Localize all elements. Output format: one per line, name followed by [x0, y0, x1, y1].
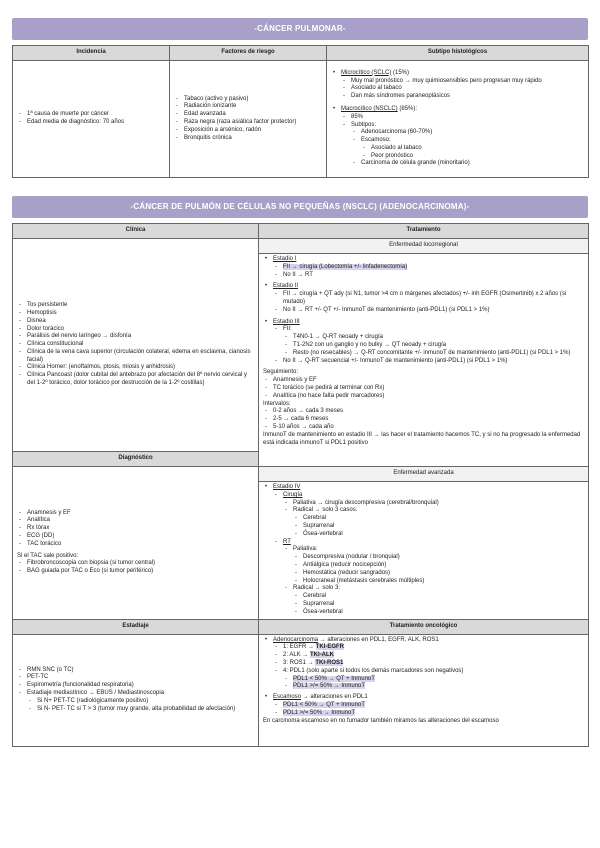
list-item-rt-paliativa [293, 546, 584, 585]
list-item: - Parálisis del nervio laríngeo → disfonía [27, 333, 254, 341]
list-item: - ECG (DD) [27, 533, 254, 541]
escamoso-label: Escamoso: [361, 137, 391, 144]
list-item: - 0-2 años → cada 3 meses [273, 408, 584, 416]
list-item-rt-radical [293, 585, 584, 616]
list-item: - Ósea-vertebral [303, 531, 584, 539]
list-item: - 5-10 años → cada año [273, 424, 584, 432]
rt-paliativa-label: Paliativa: [293, 546, 318, 553]
list-item: - Dan más síndromes paraneoplásicos [351, 93, 584, 101]
escamoso-item: PDL1 < 50% → QT + InmunoT [283, 701, 365, 708]
list-item: - Si N+ PET-TC (radiológicamente positivo) [37, 698, 254, 706]
list-item: - Clínica Horner: (enoftalmos, ptosis, miosis y anhidrosis) [27, 364, 254, 372]
list-item: - Cerebral [303, 515, 584, 523]
list-item: - Disnea [27, 318, 254, 326]
escamoso-title: Escamoso [273, 694, 302, 701]
seguimiento-title: Seguimiento: [263, 369, 299, 376]
nota-inmunot: InmunoT de mantenimiento en estadio III → las hacer el tratamiento hacemos TC, y si no ha progresado la enfermedad está indicada inmunoT si PDL1 positivo [263, 431, 581, 446]
adeno-item-hl: TKI-EGFR [315, 644, 345, 651]
adeno-item-pre: 1: EGFR → [283, 644, 316, 651]
table-cancer-pulmonar [12, 45, 589, 178]
escamoso-item: PDL1 >/= 50% → InmunoT [283, 709, 356, 716]
list-item: - Clínica constitucional [27, 341, 254, 349]
header-tratamiento: Tratamiento [259, 224, 589, 239]
list-item: - Asociado al tabaco [351, 85, 584, 93]
nsclc-title: Macrocítico (NSCLC) [341, 105, 398, 112]
estadio2-title: Estadio II [273, 283, 299, 290]
list-item: - Carcinoma de célula grande (minoritario) [361, 160, 584, 168]
list-item: - Analítica [27, 517, 254, 525]
list-item-radical [293, 507, 584, 538]
header-estadiaje: Estadiaje [13, 619, 259, 634]
list-item: - RMN SNC (o TC) [27, 667, 254, 675]
list-item: - Adenocarcinoma (60-70%) [361, 129, 584, 137]
list-item [283, 652, 584, 660]
estadio3-title: Estadio III [273, 318, 300, 325]
list-item-estadiaje-mediastinico [27, 690, 254, 713]
sclc-pct: (15%) [391, 69, 410, 76]
list-item: - Dolor torácico [27, 326, 254, 334]
cell-factores [170, 61, 327, 178]
list-item: - Edad avanzada [184, 111, 322, 119]
header-oncologico: Tratamiento oncológico [259, 619, 589, 634]
sclc-title: Microcítico (SCLC) [341, 69, 392, 76]
rt-label: RT [283, 538, 291, 545]
list-item: - Radiación ionizante [184, 103, 322, 111]
list-item: - Muy mal pronóstico → muy quimiosensibles pero progresan muy rápido [351, 78, 584, 86]
list-item: - Suprarrenal [303, 601, 584, 609]
list-item-cirugia [283, 492, 584, 539]
list-item: - Suprarrenal [303, 523, 584, 531]
list-item: - Clínica de la vena cava superior (circulación colateral, edema en esclavina, cianosis facial) [27, 349, 254, 365]
list-item: - TC torácico (se pedirá al terminar con Rx) [273, 385, 584, 393]
list-item: - T1-2N2 con un ganglio y no bulky → QT neoady + cirugía [293, 342, 584, 350]
list-item [283, 644, 584, 652]
cell-avanzada [259, 482, 589, 620]
list-item [283, 710, 584, 718]
subtypes-label: Subtipos: [351, 121, 377, 128]
list-item: - PET-TC [27, 674, 254, 682]
fii-label: FII: [283, 326, 292, 333]
estadio4-title: Estadio IV [273, 484, 301, 490]
banner-nsclc: -CÁNCER DE PULMÓN DE CÉLULAS NO PEQUEÑAS (NSCLC) (ADENOCARCINOMA)- [12, 196, 588, 218]
list-item: - 1ª causa de muerte por cáncer [27, 111, 165, 119]
list-item: - BAG guiada por TAC o Eco (si tumor periférico) [27, 568, 254, 576]
intervalos-title: Intervalos: [263, 400, 291, 407]
list-item: - 2-5 → cada 6 meses [273, 416, 584, 424]
radical-label: Radical → solo 3 casos: [293, 507, 358, 514]
header-locorregional: Enfermedad locorregional [259, 239, 589, 254]
adeno-item-hl: TKI-ROS1 [315, 659, 344, 666]
list-item: - FII → cirugía + QT ady (si N1, tumor >4 cm o márgenes afectados) +/- inh EGFR (Osimertinib) x 2 años (si mutado) [283, 291, 584, 307]
list-item: - Clínica Pancoast (dolor cubital del antebrazo por afectación del 8º nervio cervical y del 1-2º torácico, dolor torácico por destrucción de la 1-2º costillas) [27, 372, 254, 388]
list-item-subtipos [351, 122, 584, 169]
list-item: - Ósea-vertebral [303, 609, 584, 617]
adeno-rest: → alteraciones en PDL1, EGFR, ALK, ROS1 [318, 636, 439, 643]
rt-radical-label: Radical → solo 3: [293, 585, 341, 592]
list-item: - Cerebral [303, 593, 584, 601]
list-item [283, 264, 584, 272]
list-item: - Rx tórax [27, 525, 254, 533]
estadio1-item: FII → cirugía (Lobectomía +/- linfadenectomía) [283, 263, 408, 270]
list-item: - Fibrobroncoscopia con biopsia (si tumor central) [27, 560, 254, 568]
header-incidencia: Incidencia [13, 46, 170, 61]
list-item: - Descompresiva (nodular / bronquial) [303, 554, 584, 562]
list-item-estadio2 [273, 283, 584, 314]
banner-cancer-pulmonar: -CÁNCER PULMONAR- [12, 18, 588, 40]
cell-diagnostico [13, 467, 259, 620]
list-item-rt [283, 539, 584, 617]
cell-estadiaje [13, 634, 259, 746]
cell-oncologico [259, 634, 589, 746]
list-item-sclc [341, 70, 584, 101]
list-item: - Antiálgica (reducir nocicepción) [303, 562, 584, 570]
header-diagnostico: Diagnóstico [13, 452, 259, 467]
list-item-fii [283, 326, 584, 357]
list-item: - Edad media de diagnóstico: 70 años [27, 119, 165, 127]
header-avanzada: Enfermedad avanzada [259, 467, 589, 482]
nsclc-pct: (85%): [397, 105, 418, 112]
cirugia-label: Cirugía [283, 491, 303, 498]
list-item: - TAC torácico [27, 541, 254, 549]
list-item: - Espirometría (funcionalidad respiratoria) [27, 682, 254, 690]
list-item-estadio4 [273, 484, 584, 617]
cell-subtipos [327, 61, 589, 178]
pdl1-item: PDL1 >/= 50% → InmunoT [293, 683, 366, 690]
header-clinica: Clínica [13, 224, 259, 239]
list-item: - Si N- PET- TC si T > 3 (tumor muy grande, alta probabilidad de afectación) [37, 706, 254, 714]
list-item: - Raza negra (raza asiática factor protector) [184, 119, 322, 127]
list-item: - Analítica (no hace falta pedir marcadores) [273, 393, 584, 401]
cell-incidencia [13, 61, 170, 178]
list-item: - Tos persistente [27, 302, 254, 310]
list-item: - Exposición a arsénico, radón [184, 127, 322, 135]
list-item: - Tabaco (activo y pasivo) [184, 96, 322, 104]
header-subtipos: Subtipo histológicos [327, 46, 589, 61]
pdl1-item: PDL1 < 50% → QT + InmunoT [293, 675, 375, 682]
list-item: - Peor pronóstico [371, 153, 584, 161]
list-item: - No II → RT [283, 272, 584, 280]
list-item-escamoso [361, 137, 584, 160]
adeno-item-hl: TKI-ALK [310, 652, 335, 659]
cell-locorregional [259, 254, 589, 467]
adeno-item-pre: 4: PDL1 (solo aparte si todos los demás marcadores son negativos) [283, 667, 464, 674]
list-item [293, 683, 584, 691]
list-item: - Hemoptisis [27, 310, 254, 318]
list-item: - Holocraneal (metástasis cerebrales múltiples) [303, 578, 584, 586]
estadio1-title: Estadio I [273, 256, 297, 262]
cell-clinica [13, 239, 259, 452]
list-item: - Hemostática (reducir sangrados) [303, 570, 584, 578]
list-item [293, 676, 584, 684]
table-nsclc [12, 223, 589, 747]
list-item: - Asociado al tabaco [371, 145, 584, 153]
header-factores: Factores de riesgo [170, 46, 327, 61]
list-item [283, 668, 584, 691]
adeno-item-pre: 3: ROS1 → [283, 659, 316, 666]
escamoso-nota: En carcinoma escamoso en no fumador también miramos las alteraciones del escamoso [263, 717, 499, 724]
escamoso-rest: → alteraciones en PDL1 [301, 694, 368, 701]
list-item-adeno [273, 637, 584, 692]
list-item [283, 702, 584, 710]
list-item-estadio3 [273, 319, 584, 366]
list-item-estadio1 [273, 256, 584, 279]
list-item: - Paliativa → cirugía descompresiva (cerebral/bronquial) [293, 500, 584, 508]
list-item: - T4N0-1 → Q-RT neoady + cirugía [293, 334, 584, 342]
list-item: - Bronquitis crónica [184, 135, 322, 143]
list-item-nsclc [341, 106, 584, 168]
list-item: - Resto (no resecables) → Q-RT concomitante +/- inmunoT de mantenimiento (anti-PDL1) (si PDL1 > 1%) [293, 350, 584, 358]
list-item: - No II → Q-RT secuencial +/- InmunoT de mantenimiento (anti-PDL1) (si PDL1 > 1%) [283, 358, 584, 366]
adeno-item-pre: 2: ALK → [283, 652, 311, 659]
list-item-escamoso [273, 694, 584, 717]
si-tac: Si el TAC sale positivo: [17, 552, 79, 559]
list-item: - 85% [351, 114, 584, 122]
adeno-title: Adenocarcinoma [273, 636, 319, 643]
estadiaje-mediastinico: Estadiaje mediastínico → EBUS / Mediastinoscopia [27, 690, 165, 697]
list-item: - Anamnesis y EF [27, 510, 254, 518]
list-item: - No II → RT +/- QT +/- InmunoT de mantenimiento (anti-PDL1) (si PDL1 > 1%) [283, 307, 584, 315]
list-item: - Anamnesis y EF [273, 377, 584, 385]
list-item [283, 660, 584, 668]
